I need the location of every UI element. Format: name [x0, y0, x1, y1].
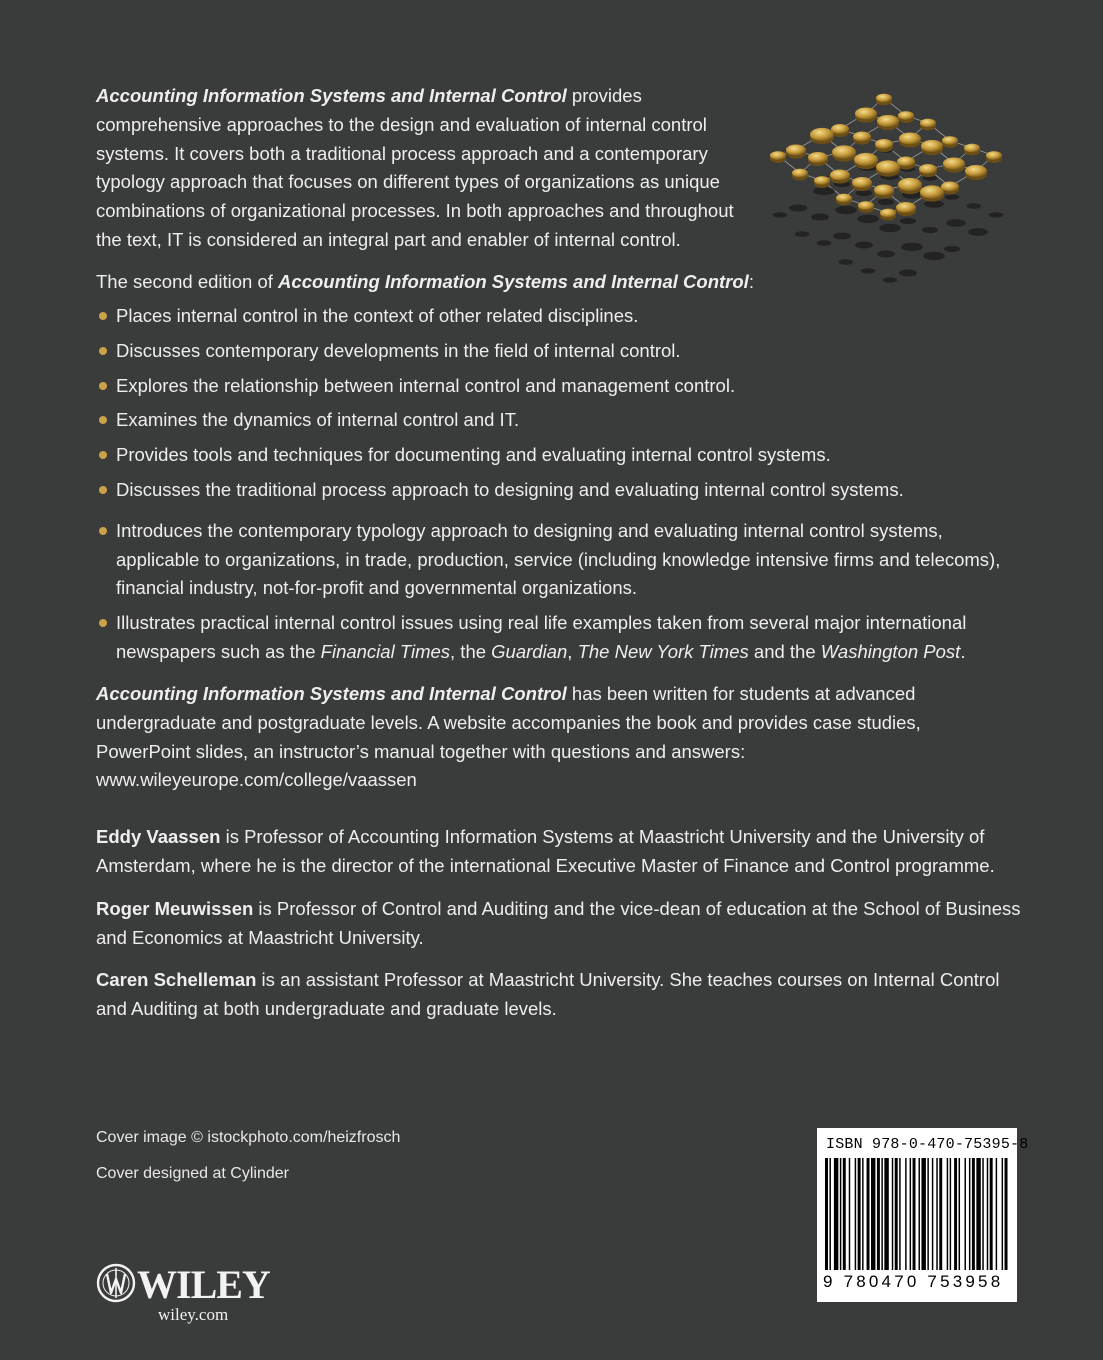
gold-disc	[877, 115, 899, 130]
barcode-bar	[959, 1158, 960, 1270]
barcode-digits: 9 780470 753958	[823, 1272, 1004, 1291]
gold-disc	[810, 128, 834, 144]
gold-disc	[852, 177, 872, 191]
barcode-bar	[825, 1158, 828, 1270]
list-item: Examines the dynamics of internal control and IT.	[96, 406, 1026, 435]
barcode-bars	[825, 1158, 1009, 1270]
publisher-site: wiley.com	[158, 1305, 229, 1324]
bullet-dot-icon	[99, 347, 107, 355]
barcode-bar	[840, 1158, 841, 1270]
barcode-bar	[1005, 1158, 1008, 1270]
author-bio-meuwissen: Roger Meuwissen is Professor of Control and Auditing and the vice-dean of education at the School of Business and Economics at Maastricht University.	[96, 898, 1021, 948]
barcode-bar	[990, 1158, 993, 1270]
disc-shadow	[789, 205, 807, 212]
gold-disc	[964, 144, 980, 156]
book-title: Accounting Information Systems and Internal Control	[96, 683, 567, 704]
gold-disc	[876, 160, 900, 176]
barcode-bar	[996, 1158, 997, 1270]
barcode-bar	[834, 1158, 838, 1270]
website-url: www.wileyeurope.com/college/vaassen	[96, 769, 417, 791]
barcode-bar	[843, 1158, 846, 1270]
disc-shadow	[900, 218, 916, 224]
barcode-bar	[858, 1158, 861, 1270]
gold-disc	[920, 119, 936, 131]
gold-disc	[920, 185, 944, 201]
gold-disc	[832, 145, 856, 161]
list-item: Explores the relationship between internal control and management control.	[96, 372, 1026, 401]
barcode-bar	[950, 1158, 951, 1270]
disc-shadow	[923, 252, 945, 260]
gold-disc	[786, 145, 806, 159]
barcode-bar	[855, 1158, 856, 1270]
gold-disc	[814, 176, 830, 188]
list-item: Introduces the contemporary typology approach to designing and evaluating internal control systems, applicable to organizations, in trade, production, service (including knowledge intensive firms and telecoms), financial industry, not-for-profit and governmental organizations.	[96, 517, 1026, 603]
disc-shadow	[855, 242, 873, 249]
gold-disc	[896, 202, 916, 216]
author-name: Roger Meuwissen	[96, 898, 254, 919]
barcode-bar	[892, 1158, 893, 1270]
disc-shadow	[944, 246, 960, 252]
wiley-logo	[96, 1262, 296, 1328]
gold-disc	[942, 136, 958, 148]
disc-shadow	[878, 199, 894, 205]
gold-disc	[876, 94, 892, 106]
bullet-dot-icon	[99, 312, 107, 320]
barcode-bar	[829, 1158, 830, 1270]
bullet-dot-icon	[99, 416, 107, 424]
gold-disc	[965, 165, 987, 180]
barcode-bar	[905, 1158, 906, 1270]
intro-text: provides comprehensive approaches to the design and evaluation of internal control systems. It covers both a traditional process approach and a contemporary typology approach that focuses on different types of organizations as unique combinations of organizational processes. In both approaches and throughout the text, IT is considered an integral part and enabler of internal control.	[96, 85, 734, 250]
disc-shadow	[877, 251, 895, 258]
gold-disc	[874, 185, 894, 199]
list-item: Provides tools and techniques for documenting and evaluating internal control systems.	[96, 441, 1026, 470]
barcode-bar	[910, 1158, 911, 1270]
disc-shadow	[857, 215, 879, 223]
barcode-bar	[899, 1158, 900, 1270]
bullet-dot-icon	[99, 451, 107, 459]
author-name: Caren Schelleman	[96, 969, 257, 990]
gold-disc	[808, 152, 828, 166]
disc-shadow	[817, 240, 831, 246]
barcode-bar	[939, 1158, 942, 1270]
disc-shadow	[773, 212, 787, 218]
gold-disc	[855, 107, 877, 122]
list-item: Discusses contemporary developments in the field of internal control.	[96, 337, 1026, 366]
barcode-bar	[867, 1158, 870, 1270]
bullet-dot-icon	[99, 619, 107, 627]
barcode-bar	[932, 1158, 933, 1270]
gold-disc	[792, 169, 808, 181]
barcode-bar	[1002, 1158, 1003, 1270]
bullet-dot-icon	[99, 486, 107, 494]
barcode-bar	[918, 1158, 919, 1270]
barcode-bar	[871, 1158, 875, 1270]
gold-disc	[830, 170, 850, 184]
gold-disc	[853, 132, 871, 145]
gold-disc	[921, 140, 943, 155]
isbn-barcode	[817, 1128, 1029, 1302]
disc-shadow	[839, 259, 853, 265]
barcode-bar	[972, 1158, 975, 1270]
disc-shadow	[945, 194, 959, 200]
disc-shadow	[811, 214, 829, 221]
barcode-bar	[982, 1158, 983, 1270]
disc-shadow	[813, 187, 835, 195]
book-title: Accounting Information Systems and Internal Control	[96, 85, 567, 106]
barcode-bar	[969, 1158, 970, 1270]
disc-shadow	[795, 231, 809, 237]
gold-disc	[875, 139, 893, 152]
gold-disc	[898, 111, 914, 123]
barcode-bar	[921, 1158, 925, 1270]
barcode-bar	[881, 1158, 882, 1270]
barcode-bar	[927, 1158, 928, 1270]
disc-shadow	[968, 228, 988, 236]
gold-network-image	[764, 80, 1026, 290]
disc-shadow	[989, 212, 1003, 218]
gold-disc	[770, 151, 786, 163]
disc-shadow	[946, 219, 966, 227]
author-name: Eddy Vaassen	[96, 826, 221, 847]
barcode-bar	[849, 1158, 850, 1270]
barcode-bar	[884, 1158, 888, 1270]
barcode-bar	[877, 1158, 880, 1270]
disc-shadow	[835, 206, 857, 214]
disc-shadow	[967, 203, 981, 209]
gold-disc	[943, 157, 965, 172]
barcode-bar	[862, 1158, 863, 1270]
barcode-bar	[913, 1158, 916, 1270]
list-item: Illustrates practical internal control issues using real life examples taken from several major international newspapers such as the Financial Times, the Guardian, The New York Times and the Washington Post.	[96, 609, 1026, 667]
gold-disc	[898, 178, 922, 194]
cover-design-credit: Cover designed at Cylinder	[96, 1165, 289, 1182]
barcode-bar	[976, 1158, 980, 1270]
publisher-name: WILEY	[137, 1262, 270, 1307]
disc-shadow	[922, 227, 938, 233]
gold-disc	[880, 209, 896, 221]
feature-list	[96, 302, 1026, 667]
gold-disc	[858, 201, 874, 213]
bullet-dot-icon	[99, 527, 107, 535]
audience-paragraph: Accounting Information Systems and Internal Control has been written for students at advanced undergraduate and postgraduate levels. A website accompanies the book and provides case studies, PowerPoint slides, an instructor’s manual together with questions and answers: www.wileyeurope.com/college/vaassen	[96, 683, 921, 791]
gold-disc	[899, 132, 921, 147]
disc-shadow	[901, 243, 923, 251]
barcode-bar	[936, 1158, 937, 1270]
isbn-label: ISBN 978-0-470-75395-8	[826, 1136, 1029, 1153]
gold-disc	[854, 153, 878, 169]
disc-shadow	[833, 233, 851, 240]
disc-shadow	[879, 224, 901, 232]
list-item: Places internal control in the context of other related disciplines.	[96, 302, 1026, 331]
book-title: Accounting Information Systems and Internal Control	[278, 271, 749, 292]
barcode-bar	[964, 1158, 965, 1270]
gold-disc	[836, 194, 852, 206]
barcode-bar	[987, 1158, 988, 1270]
edition-lead: The second edition of Accounting Information Systems and Internal Control:	[96, 271, 754, 292]
gold-disc	[919, 164, 937, 177]
intro-paragraph	[96, 82, 761, 255]
cover-image-credit: Cover image © istockphoto.com/heizfrosch	[96, 1129, 401, 1146]
gold-disc	[986, 151, 1002, 163]
bullet-dot-icon	[99, 382, 107, 390]
barcode-bar	[954, 1158, 957, 1270]
list-item: Discusses the traditional process approach to designing and evaluating internal control systems.	[96, 476, 1026, 505]
barcode-bar	[895, 1158, 898, 1270]
author-bio-vaassen: Eddy Vaassen is Professor of Accounting Information Systems at Maastricht University and the University of Amsterdam, where he is the director of the international Executive Master of Finance and Control programme.	[96, 826, 995, 876]
barcode-bar	[947, 1158, 948, 1270]
author-bio-schelleman: Caren Schelleman is an assistant Professor at Maastricht University. She teaches courses on Internal Control and Auditing at both undergraduate and graduate levels.	[96, 969, 1000, 1019]
